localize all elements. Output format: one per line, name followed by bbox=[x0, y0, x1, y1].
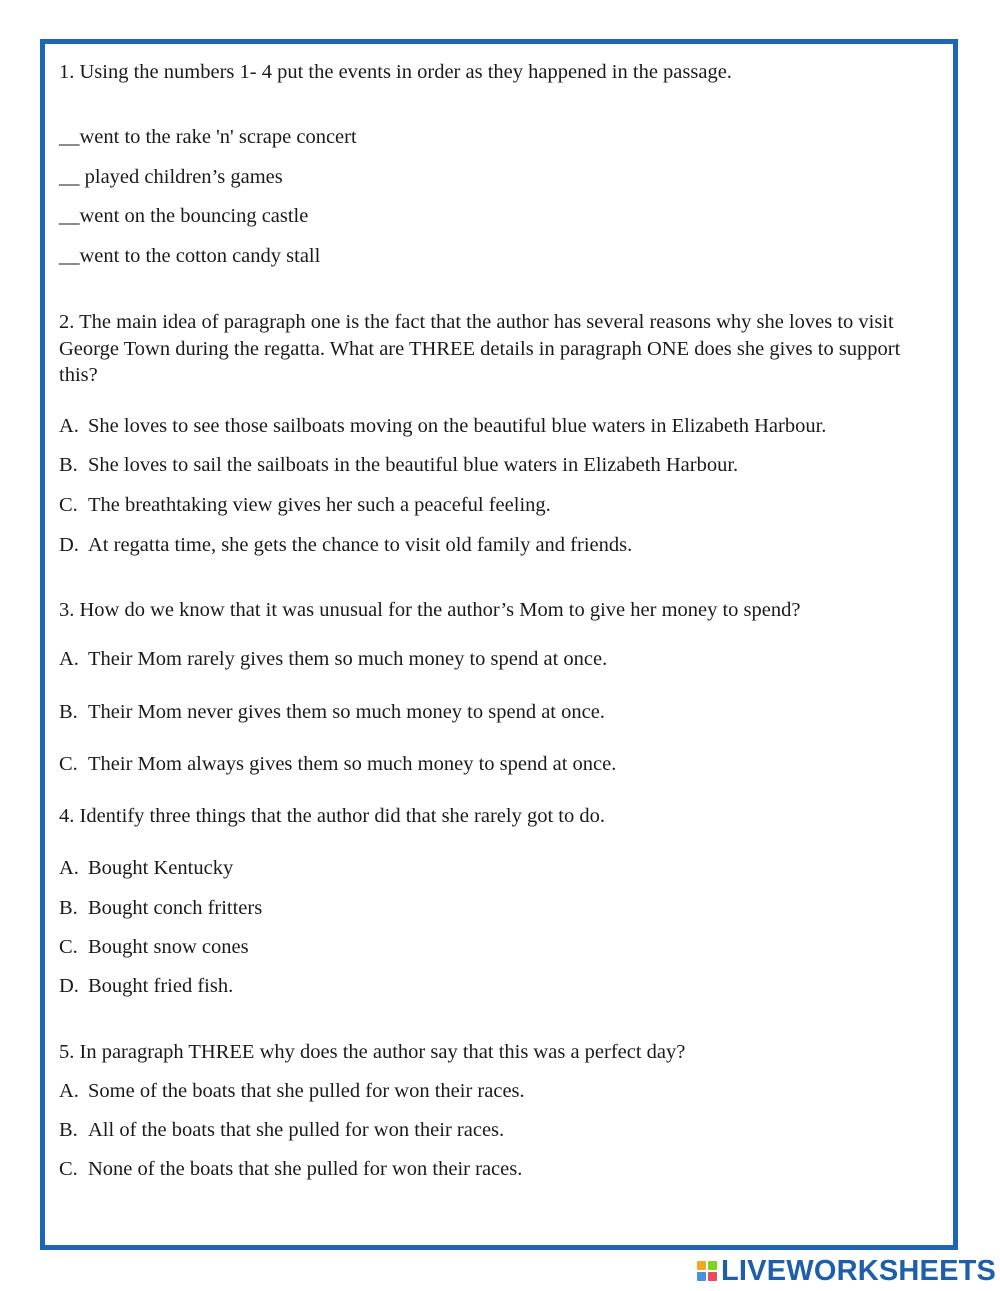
option-text: All of the boats that she pulled for won their races. bbox=[88, 1119, 505, 1141]
option-letter: B. bbox=[59, 897, 78, 919]
q3-option-c[interactable] bbox=[59, 751, 616, 777]
logo-blocks-icon bbox=[697, 1261, 717, 1281]
option-text: At regatta time, she gets the chance to visit old family and friends. bbox=[88, 534, 633, 556]
q2-option-a[interactable] bbox=[59, 413, 826, 439]
question-1-prompt: 1. Using the numbers 1- 4 put the events in order as they happened in the passage. bbox=[59, 61, 732, 83]
q1-item-2[interactable]: __ played children’s games bbox=[59, 166, 283, 188]
option-letter: C. bbox=[59, 936, 78, 958]
option-letter: D. bbox=[59, 534, 79, 556]
logo-block bbox=[708, 1272, 717, 1281]
question-4-prompt: 4. Identify three things that the author did that she rarely got to do. bbox=[59, 805, 605, 827]
option-text: Bought Kentucky bbox=[88, 857, 234, 879]
logo-block bbox=[697, 1261, 706, 1270]
option-text: None of the boats that she pulled for won their races. bbox=[88, 1158, 523, 1180]
logo-block bbox=[697, 1272, 706, 1281]
logo-text: LIVEWORKSHEETS bbox=[721, 1255, 997, 1287]
q5-option-c[interactable] bbox=[59, 1156, 522, 1182]
option-text: Their Mom never gives them so much money to spend at once. bbox=[88, 701, 605, 723]
option-text: Some of the boats that she pulled for won their races. bbox=[88, 1080, 525, 1102]
q2-option-c[interactable] bbox=[59, 492, 551, 518]
liveworksheets-logo[interactable] bbox=[697, 1256, 996, 1286]
option-letter: B. bbox=[59, 454, 78, 476]
q4-option-c[interactable] bbox=[59, 934, 249, 960]
q4-option-a[interactable] bbox=[59, 855, 233, 881]
question-5-prompt: 5. In paragraph THREE why does the author say that this was a perfect day? bbox=[59, 1041, 686, 1063]
option-letter: C. bbox=[59, 753, 78, 775]
logo-block bbox=[708, 1261, 717, 1270]
option-letter: A. bbox=[59, 648, 79, 670]
question-3-prompt: 3. How do we know that it was unusual for the author’s Mom to give her money to spend? bbox=[59, 599, 801, 621]
question-2-prompt: 2. The main idea of paragraph one is the fact that the author has several reasons why she loves to visit George Town during the regatta. What are THREE details in paragraph ONE does she gives to support this? bbox=[59, 311, 901, 386]
q1-item-4[interactable]: __went to the cotton candy stall bbox=[59, 245, 321, 267]
q5-option-a[interactable] bbox=[59, 1078, 525, 1104]
q4-option-d[interactable] bbox=[59, 973, 233, 999]
q5-option-b[interactable] bbox=[59, 1117, 504, 1143]
q4-option-b[interactable] bbox=[59, 895, 262, 921]
q2-option-b[interactable] bbox=[59, 452, 738, 478]
option-letter: B. bbox=[59, 701, 78, 723]
q3-option-b[interactable] bbox=[59, 699, 605, 725]
option-letter: C. bbox=[59, 494, 78, 516]
option-text: The breathtaking view gives her such a peaceful feeling. bbox=[88, 494, 551, 516]
option-text: She loves to see those sailboats moving on the beautiful blue waters in Elizabeth Harbour. bbox=[88, 415, 827, 437]
q1-item-1[interactable]: __went to the rake 'n' scrape concert bbox=[59, 126, 357, 148]
option-letter: D. bbox=[59, 975, 79, 997]
option-letter: A. bbox=[59, 415, 79, 437]
option-text: Bought fried fish. bbox=[88, 975, 234, 997]
option-text: Bought conch fritters bbox=[88, 897, 263, 919]
option-letter: A. bbox=[59, 857, 79, 879]
option-letter: C. bbox=[59, 1158, 78, 1180]
option-text: Their Mom rarely gives them so much money to spend at once. bbox=[88, 648, 608, 670]
option-text: Their Mom always gives them so much money to spend at once. bbox=[88, 753, 617, 775]
option-letter: A. bbox=[59, 1080, 79, 1102]
q3-option-a[interactable] bbox=[59, 646, 607, 672]
option-letter: B. bbox=[59, 1119, 78, 1141]
q1-item-3[interactable]: __went on the bouncing castle bbox=[59, 205, 309, 227]
q2-option-d[interactable] bbox=[59, 532, 632, 558]
option-text: Bought snow cones bbox=[88, 936, 249, 958]
option-text: She loves to sail the sailboats in the beautiful blue waters in Elizabeth Harbour. bbox=[88, 454, 739, 476]
